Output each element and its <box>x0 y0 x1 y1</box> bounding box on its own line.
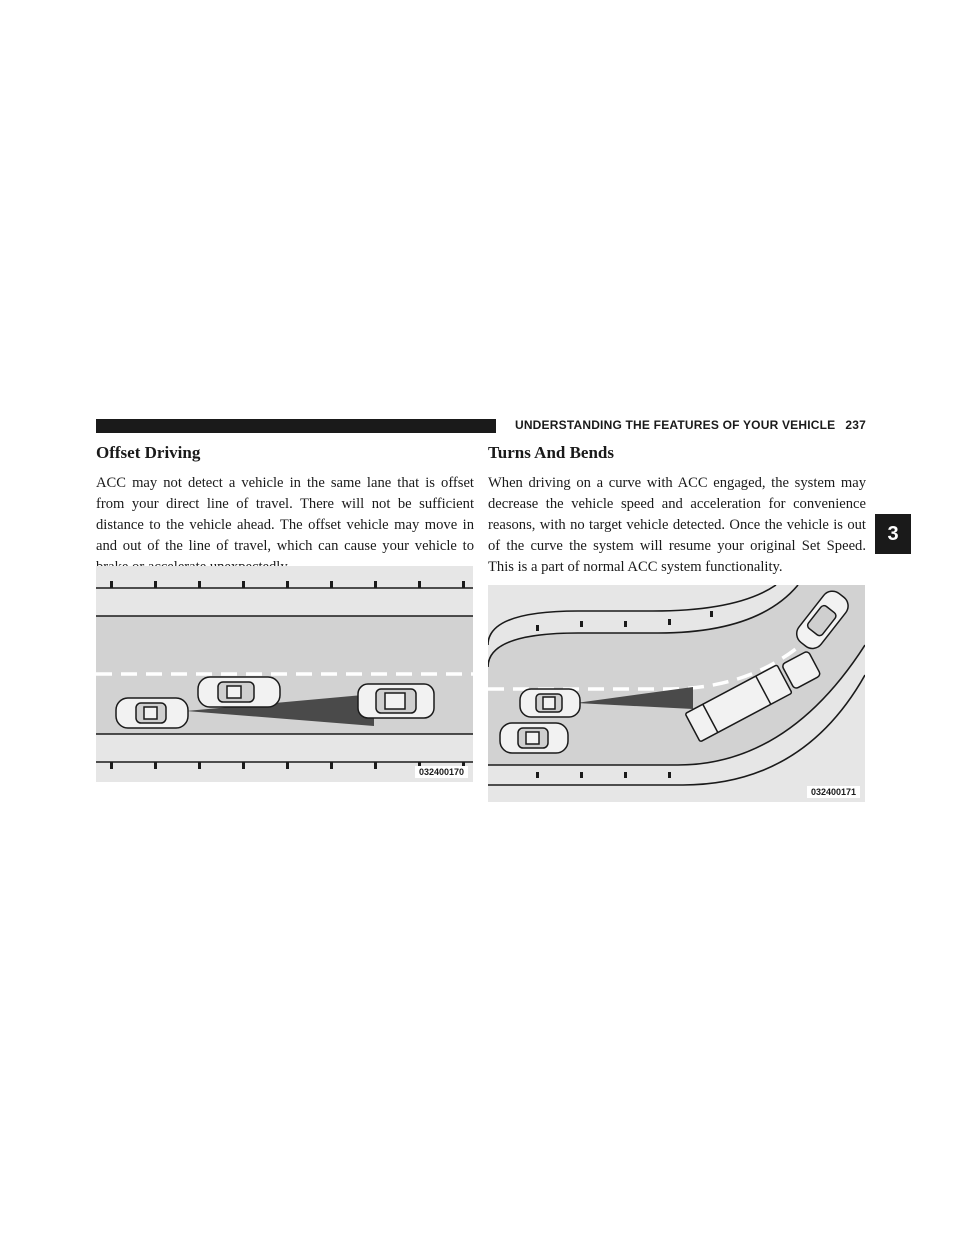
section-heading-turns-and-bends: Turns And Bends <box>488 443 615 462</box>
page-number: 237 <box>845 418 866 432</box>
offset-vehicle <box>198 677 280 707</box>
figure-code: 032400171 <box>807 786 860 798</box>
own-vehicle <box>520 689 580 717</box>
offset-driving-paragraph: ACC may not detect a vehicle in the same lane that is offset from your direct line of travel. There will not be sufficient distance to the vehicle ahead. The offset vehicle may move in and out of the line of travel, which can cause your vehicle to <box>96 475 474 554</box>
offset-driving-illustration <box>96 566 473 782</box>
figure-code: 032400170 <box>415 766 468 778</box>
adjacent-vehicle <box>500 723 568 753</box>
running-header <box>506 418 866 432</box>
vehicle-ahead <box>358 684 434 718</box>
header-rule <box>96 419 496 433</box>
straight-road-svg <box>96 566 473 782</box>
own-vehicle <box>116 698 188 728</box>
turns-and-bends-illustration <box>488 585 865 802</box>
chapter-tab: 3 <box>875 514 911 554</box>
left-column <box>96 443 474 578</box>
curved-road-svg <box>488 585 865 802</box>
section-title: UNDERSTANDING THE FEATURES OF YOUR VEHICLE <box>514 418 836 432</box>
right-column <box>488 443 866 578</box>
section-heading-offset-driving: Offset Driving <box>96 443 201 462</box>
turns-and-bends-paragraph: When driving on a curve with ACC engaged, the system may decrease the vehicle speed and acceleration for convenience reasons, with no target vehicle detected. Once the vehicle is out of the curve the system will resume your original Set Speed. This is a part of normal ACC system functionality. <box>488 475 866 575</box>
